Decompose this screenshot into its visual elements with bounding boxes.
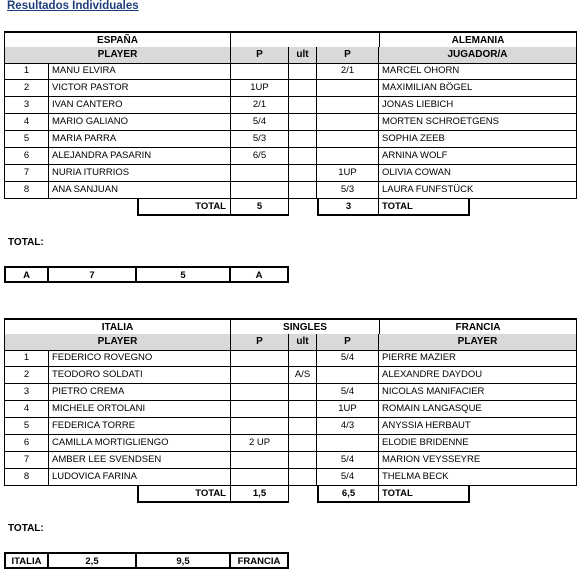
summary-points-right: 9,5 (137, 552, 231, 569)
score-left: 5/4 (231, 114, 289, 131)
player-col-header-left: PLAYER (4, 47, 231, 64)
score-left: 6/5 (231, 148, 289, 165)
score-right (317, 148, 379, 165)
score-right (317, 131, 379, 148)
score-left (231, 469, 289, 486)
score-ult (289, 131, 317, 148)
total-label-right: TOTAL (379, 199, 470, 216)
player-right-name: MAXIMILIAN BÖGEL (379, 80, 577, 97)
ult-col-header: ult (289, 334, 317, 351)
score-right (317, 114, 379, 131)
score-ult (289, 148, 317, 165)
row-number: 4 (4, 401, 49, 418)
row-number: 6 (4, 435, 49, 452)
score-left (231, 165, 289, 182)
player-col-header-right: PLAYER (379, 334, 577, 351)
score-right: 1UP (317, 401, 379, 418)
total-score-left: 1,5 (231, 486, 289, 503)
row-number: 2 (4, 367, 49, 384)
player-right-name: ALEXANDRE DAYDOU (379, 367, 577, 384)
score-ult (289, 452, 317, 469)
player-left-name: FEDERICO ROVEGNO (49, 350, 231, 367)
row-number: 1 (4, 350, 49, 367)
score-ult (289, 435, 317, 452)
team-left-header: ESPAÑA (4, 31, 231, 48)
score-left: 2/1 (231, 97, 289, 114)
score-left (231, 182, 289, 199)
score-ult (289, 63, 317, 80)
score-ult (289, 401, 317, 418)
row-number: 8 (4, 469, 49, 486)
p2-col-header: P (317, 334, 379, 351)
score-ult (289, 350, 317, 367)
row-number: 5 (4, 418, 49, 435)
player-left-name: TEODORO SOLDATI (49, 367, 231, 384)
player-right-name: LAURA FUNFSTÜCK (379, 182, 577, 199)
score-right (317, 80, 379, 97)
player-right-name: ARNINA WOLF (379, 148, 577, 165)
summary-points-right: 5 (137, 266, 231, 283)
score-left (231, 418, 289, 435)
summary-label: TOTAL: (8, 523, 44, 534)
score-ult (289, 384, 317, 401)
summary-team-left: ITALIA (4, 552, 49, 569)
row-number: 3 (4, 97, 49, 114)
player-right-name: SOPHIA ZEEB (379, 131, 577, 148)
summary-team-right: FRANCIA (231, 552, 289, 569)
player-left-name: CAMILLA MORTIGLIENGO (49, 435, 231, 452)
total-score-left: 5 (231, 199, 289, 216)
row-number: 4 (4, 114, 49, 131)
summary-label: TOTAL: (8, 237, 44, 248)
score-ult (289, 114, 317, 131)
row-number: 1 (4, 63, 49, 80)
player-col-header-left: PLAYER (4, 334, 231, 351)
player-left-name: MANU ELVIRA (49, 63, 231, 80)
player-left-name: VICTOR PASTOR (49, 80, 231, 97)
score-right (317, 367, 379, 384)
score-ult (289, 80, 317, 97)
team-left-header: ITALIA (4, 318, 231, 335)
ult-col-header: ult (289, 47, 317, 64)
player-right-name: NICOLAS MANIFACIER (379, 384, 577, 401)
total-score-right: 3 (317, 199, 379, 216)
player-right-name: MARCEL OHORN (379, 63, 577, 80)
player-col-header-right: JUGADOR/A (379, 47, 577, 64)
score-ult (289, 182, 317, 199)
team-right-header: FRANCIA (379, 318, 577, 335)
score-ult (289, 165, 317, 182)
p-col-header: P (231, 334, 289, 351)
score-right (317, 435, 379, 452)
score-right: 5/4 (317, 469, 379, 486)
player-left-name: NURIA ITURRIOS (49, 165, 231, 182)
summary-team-left: A (4, 266, 49, 283)
player-right-name: ELODIE BRIDENNE (379, 435, 577, 452)
score-right: 4/3 (317, 418, 379, 435)
summary-team-right: A (231, 266, 289, 283)
player-left-name: LUDOVICA FARINA (49, 469, 231, 486)
total-label-left: TOTAL (137, 199, 231, 216)
player-right-name: THELMA BECK (379, 469, 577, 486)
player-left-name: ALEJANDRA PASARIN (49, 148, 231, 165)
row-number: 7 (4, 452, 49, 469)
player-left-name: AMBER LEE SVENDSEN (49, 452, 231, 469)
player-right-name: ROMAIN LANGASQUE (379, 401, 577, 418)
player-left-name: PIETRO CREMA (49, 384, 231, 401)
score-ult: A/S (289, 367, 317, 384)
score-left: 2 UP (231, 435, 289, 452)
player-left-name: MARIO GALIANO (49, 114, 231, 131)
player-left-name: ANA SANJUAN (49, 182, 231, 199)
player-right-name: PIERRE MAZIER (379, 350, 577, 367)
score-right: 5/3 (317, 182, 379, 199)
score-left: 5/3 (231, 131, 289, 148)
player-right-name: ANYSSIA HERBAUT (379, 418, 577, 435)
player-left-name: IVAN CANTERO (49, 97, 231, 114)
player-right-name: MORTEN SCHROETGENS (379, 114, 577, 131)
total-label-left: TOTAL (137, 486, 231, 503)
score-right: 2/1 (317, 63, 379, 80)
player-left-name: MICHELE ORTOLANI (49, 401, 231, 418)
score-right: 5/4 (317, 452, 379, 469)
format-header (231, 31, 379, 48)
row-number: 5 (4, 131, 49, 148)
score-left (231, 452, 289, 469)
format-header: SINGLES (231, 318, 379, 335)
summary-points-left: 2,5 (49, 552, 137, 569)
score-right (317, 97, 379, 114)
total-label-right: TOTAL (379, 486, 470, 503)
page-title: Resultados Individuales (7, 0, 139, 12)
score-ult (289, 469, 317, 486)
score-right: 1UP (317, 165, 379, 182)
p-col-header: P (231, 47, 289, 64)
score-left (231, 367, 289, 384)
row-number: 6 (4, 148, 49, 165)
player-right-name: MARION VEYSSEYRE (379, 452, 577, 469)
score-right: 5/4 (317, 350, 379, 367)
summary-points-left: 7 (49, 266, 137, 283)
player-right-name: OLIVIA COWAN (379, 165, 577, 182)
score-left (231, 401, 289, 418)
row-number: 3 (4, 384, 49, 401)
score-left (231, 63, 289, 80)
player-left-name: MARIA PARRA (49, 131, 231, 148)
score-left (231, 350, 289, 367)
row-number: 7 (4, 165, 49, 182)
player-right-name: JONAS LIEBICH (379, 97, 577, 114)
score-left: 1UP (231, 80, 289, 97)
player-left-name: FEDERICA TORRE (49, 418, 231, 435)
total-score-right: 6,5 (317, 486, 379, 503)
score-right: 5/4 (317, 384, 379, 401)
score-ult (289, 97, 317, 114)
score-ult (289, 418, 317, 435)
team-right-header: ALEMANIA (379, 31, 577, 48)
p2-col-header: P (317, 47, 379, 64)
score-left (231, 384, 289, 401)
row-number: 2 (4, 80, 49, 97)
row-number: 8 (4, 182, 49, 199)
